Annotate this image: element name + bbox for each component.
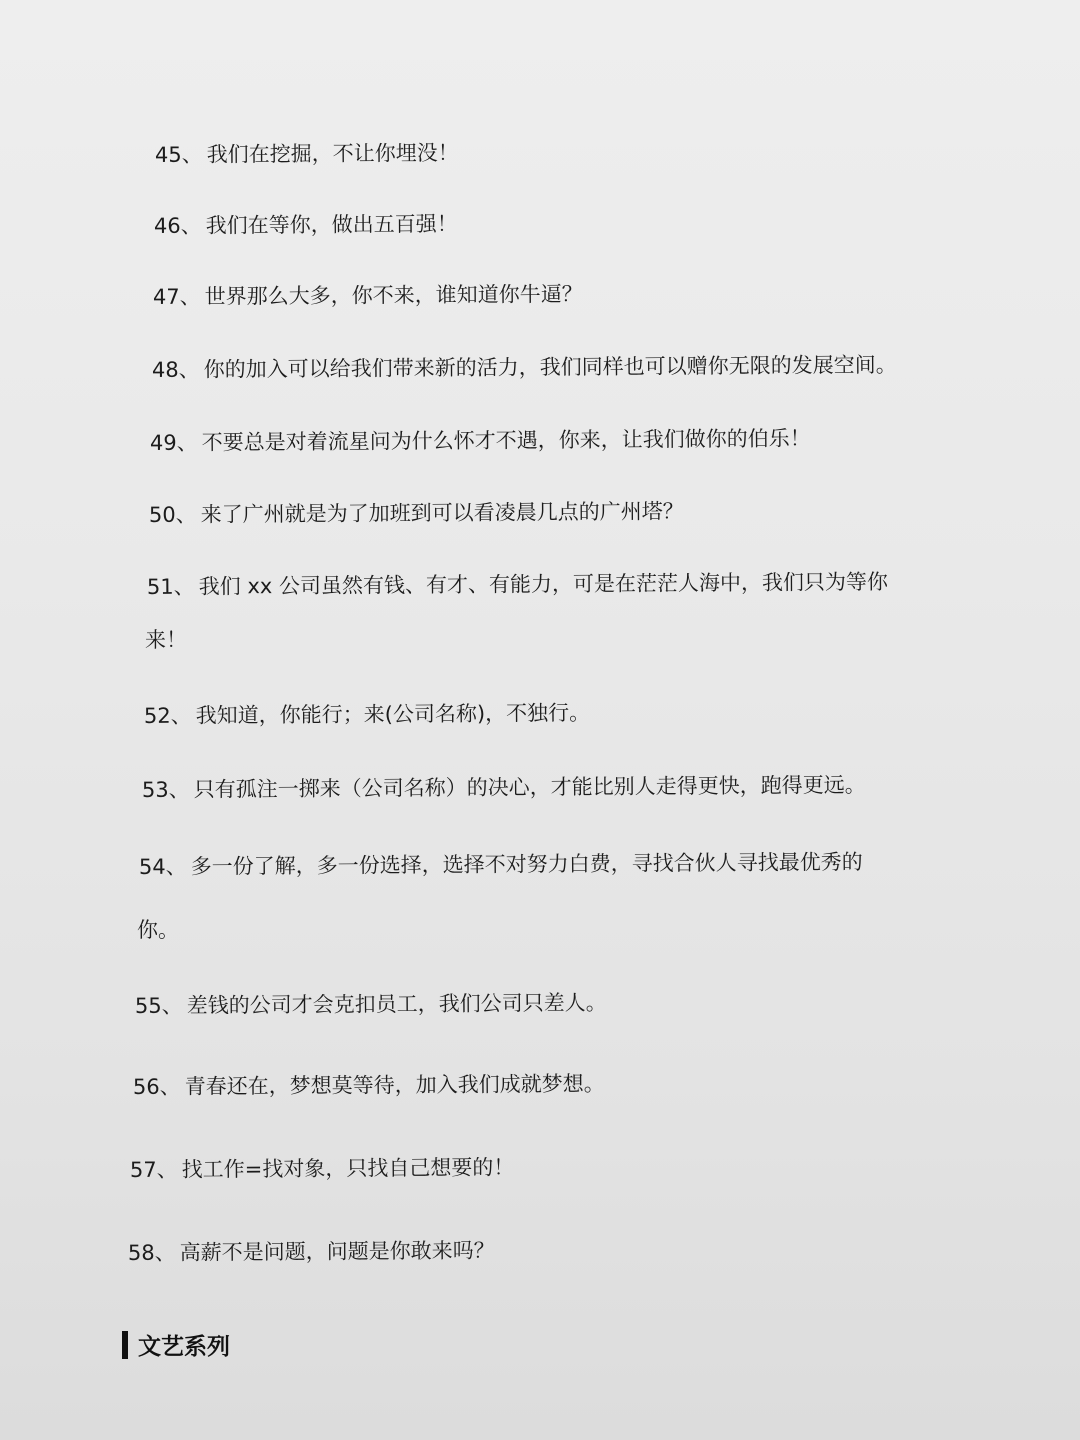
item-text: 高薪不是问题，问题是你敢来吗？ (179, 1238, 495, 1265)
section-marker-bar (122, 1331, 128, 1359)
list-item (130, 1155, 515, 1183)
item-text: 我们 xx 公司虽然有钱、有才、有能力，可是在茫茫人海中，我们只为等你 (198, 569, 889, 599)
item-text: 只有孤注一掷来（公司名称）的决心，才能比别人走得更快，跑得更远。 (193, 772, 866, 802)
item-number: 57、 (129, 1157, 178, 1182)
list-item (144, 701, 590, 729)
item-number: 52、 (143, 703, 192, 728)
item-text: 你的加入可以给我们带来新的活力，我们同样也可以赠你无限的发展空间。 (203, 352, 897, 382)
section-heading (122, 1328, 230, 1361)
item-number: 54、 (138, 854, 187, 879)
item-number: 58、 (127, 1240, 176, 1265)
list-item (153, 282, 583, 310)
item-number: 51、 (146, 574, 195, 599)
item-number: 50、 (148, 502, 197, 527)
item-number: 53、 (141, 777, 190, 802)
list-item-continuation: 你。 (137, 918, 179, 942)
section-title: 文艺系列 (138, 1334, 230, 1360)
item-text: 找工作=找对象，只找自己想要的！ (181, 1155, 515, 1182)
list-item (155, 141, 459, 168)
item-text: 我知道，你能行；来(公司名称)，不独行。 (195, 700, 591, 728)
list-item (149, 499, 684, 528)
list-item-continuation: 来！ (145, 628, 187, 652)
item-number: 48、 (151, 357, 200, 382)
item-text: 差钱的公司才会克扣员工，我们公司只差人。 (186, 990, 607, 1018)
item-text: 世界那么大多，你不来，谁知道你牛逼？ (204, 282, 583, 309)
list-item (139, 850, 863, 880)
item-text: 我们在等你，做出五百强！ (205, 211, 458, 238)
item-number: 49、 (149, 430, 198, 455)
list-item (133, 1072, 605, 1100)
item-text: 不要总是对着流星问为什么怀才不遇，你来，让我们做你的伯乐！ (201, 426, 811, 455)
list-item (154, 212, 458, 239)
item-number: 56、 (132, 1074, 181, 1099)
item-number: 55、 (134, 993, 183, 1018)
item-text: 来了广州就是为了加班到可以看凌晨几点的广州塔？ (200, 499, 684, 527)
item-text: 青春还在，梦想莫等待，加入我们成就梦想。 (184, 1071, 605, 1099)
item-number: 47、 (152, 284, 201, 309)
list-item (150, 426, 811, 456)
list-item (142, 773, 866, 803)
list-item (152, 353, 897, 383)
item-text: 我们在挖掘，不让你埋没！ (206, 140, 459, 167)
list-item (147, 570, 888, 600)
item-number: 45、 (154, 142, 203, 167)
item-text: 多一份了解，多一份选择，选择不对努力白费，寻找合伙人寻找最优秀的 (190, 849, 863, 879)
item-number: 46、 (153, 213, 202, 238)
list-item (135, 991, 607, 1019)
list-item (128, 1238, 495, 1266)
